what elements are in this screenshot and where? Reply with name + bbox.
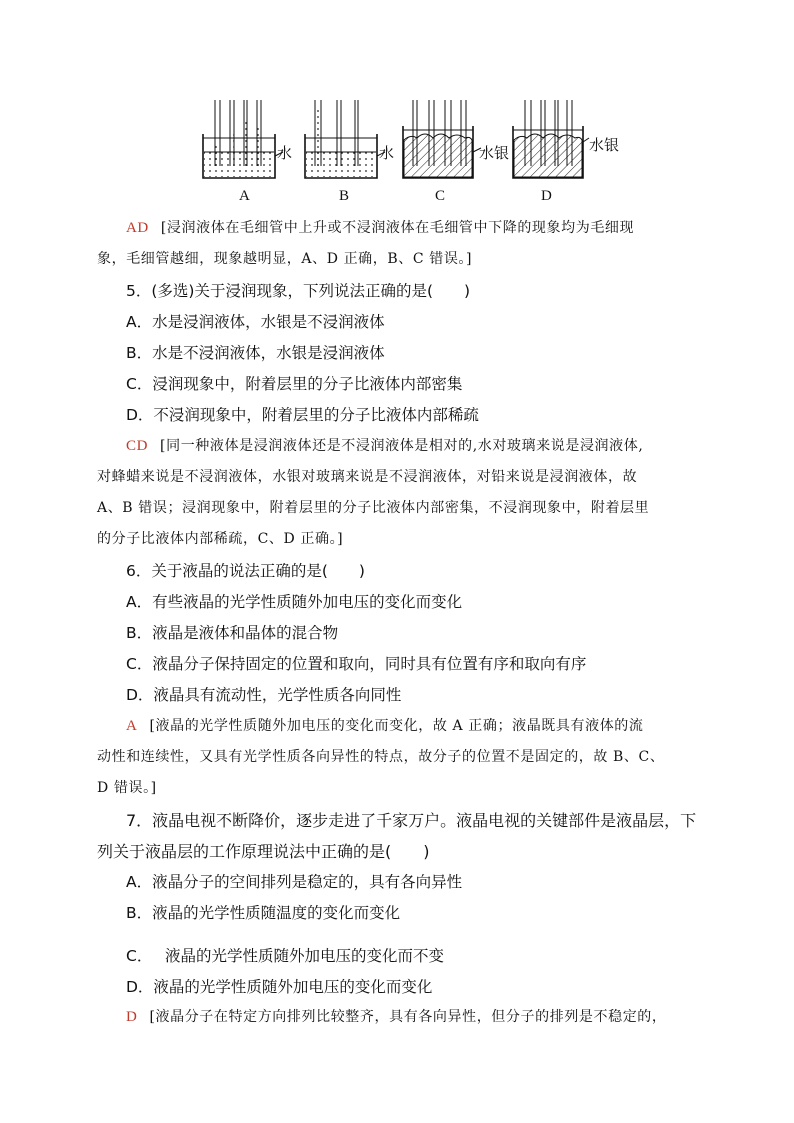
q5-option-b: B．水是不浸润液体，水银是浸润液体 bbox=[126, 344, 385, 362]
q6-stem: 6．关于液晶的说法正确的是( ) bbox=[126, 562, 365, 580]
q7-option-a: A．液晶分子的空间排列是稳定的，具有各向异性 bbox=[126, 873, 463, 891]
q6-answer: A bbox=[126, 718, 138, 734]
q6-option-b: B．液晶是液体和晶体的混合物 bbox=[126, 624, 339, 642]
beaker-a bbox=[203, 100, 283, 178]
q4-explanation-line-2: 象，毛细管越细，现象越明显，A、D 正确，B、C 错误。] bbox=[97, 251, 473, 267]
q7-stem-line-1: 7．液晶电视不断降价，逐步走进了千家万户。液晶电视的关键部件是液晶层，下 bbox=[126, 811, 697, 830]
q5-explanation-line-2: 对蜂蜡来说是不浸润液体，水银对玻璃来说是不浸润液体，对铅来说是浸润液体，故 bbox=[97, 469, 638, 485]
figure-label-c: C bbox=[435, 188, 446, 204]
q7-option-d: D．液晶的光学性质随外加电压的变化而变化 bbox=[126, 978, 433, 996]
q5-explanation-line-3: A、B 错误；浸润现象中，附着层里的分子比液体内部密集，不浸润现象中，附着层里 bbox=[97, 500, 650, 516]
liquid-label-c: 水银 bbox=[479, 144, 510, 162]
q5-explanation-line-1: CD [同一种液体是浸润液体还是不浸润液体是相对的,水对玻璃来说是浸润液体, bbox=[126, 438, 644, 454]
beaker-d bbox=[513, 100, 589, 178]
q7-option-b: B．液晶的光学性质随温度的变化而变化 bbox=[126, 904, 401, 922]
q7-answer: D bbox=[126, 1009, 138, 1025]
q4-explanation-line-1: AD [浸润液体在毛细管中上升或不浸润液体在毛细管中下降的现象均为毛细现 bbox=[126, 220, 635, 236]
q5-option-c: C．浸润现象中，附着层里的分子比液体内部密集 bbox=[126, 375, 463, 393]
q6-option-d: D．液晶具有流动性，光学性质各向同性 bbox=[126, 686, 402, 704]
q5-answer: CD bbox=[126, 438, 149, 454]
liquid-label-b: 水 bbox=[379, 144, 395, 162]
q7-option-c: C． 液晶的光学性质随外加电压的变化而不变 bbox=[126, 947, 445, 965]
q7-stem-line-2: 列关于液晶层的工作原理说法中正确的是( ) bbox=[97, 842, 430, 861]
liquid-label-a: 水 bbox=[277, 144, 293, 162]
figure-label-d: D bbox=[541, 188, 552, 204]
capillary-diagram bbox=[195, 96, 635, 186]
q4-answer: AD bbox=[126, 220, 149, 236]
q5-option-d: D．不浸润现象中，附着层里的分子比液体内部稀疏 bbox=[126, 406, 479, 424]
beaker-b bbox=[305, 100, 385, 178]
capillary-figure bbox=[195, 96, 635, 208]
q6-option-a: A．有些液晶的光学性质随外加电压的变化而变化 bbox=[126, 593, 463, 611]
q5-explanation-line-4: 的分子比液体内部稀疏，C、D 正确。] bbox=[97, 531, 344, 547]
q5-stem: 5．(多选)关于浸润现象，下列说法正确的是( ) bbox=[126, 282, 471, 300]
q7-explanation-line-1: D [液晶分子在特定方向排列比较整齐，具有各向异性，但分子的排列是不稳定的， bbox=[126, 1009, 667, 1025]
q6-explanation-line-3: D 错误。] bbox=[97, 780, 157, 796]
beaker-c bbox=[403, 100, 481, 178]
figure-label-a: A bbox=[239, 188, 250, 204]
q6-option-c: C．液晶分子保持固定的位置和取向，同时具有位置有序和取向有序 bbox=[126, 655, 587, 673]
q6-explanation-line-1: A [液晶的光学性质随外加电压的变化而变化，故 A 正确；液晶既具有液体的流 bbox=[126, 718, 644, 734]
liquid-label-d: 水银 bbox=[589, 136, 620, 154]
q5-option-a: A．水是浸润液体，水银是不浸润液体 bbox=[126, 313, 385, 331]
q6-explanation-line-2: 动性和连续性，又具有光学性质各向异性的特点，故分子的位置不是固定的，故 B、C、 bbox=[97, 749, 665, 765]
figure-label-b: B bbox=[339, 188, 350, 204]
